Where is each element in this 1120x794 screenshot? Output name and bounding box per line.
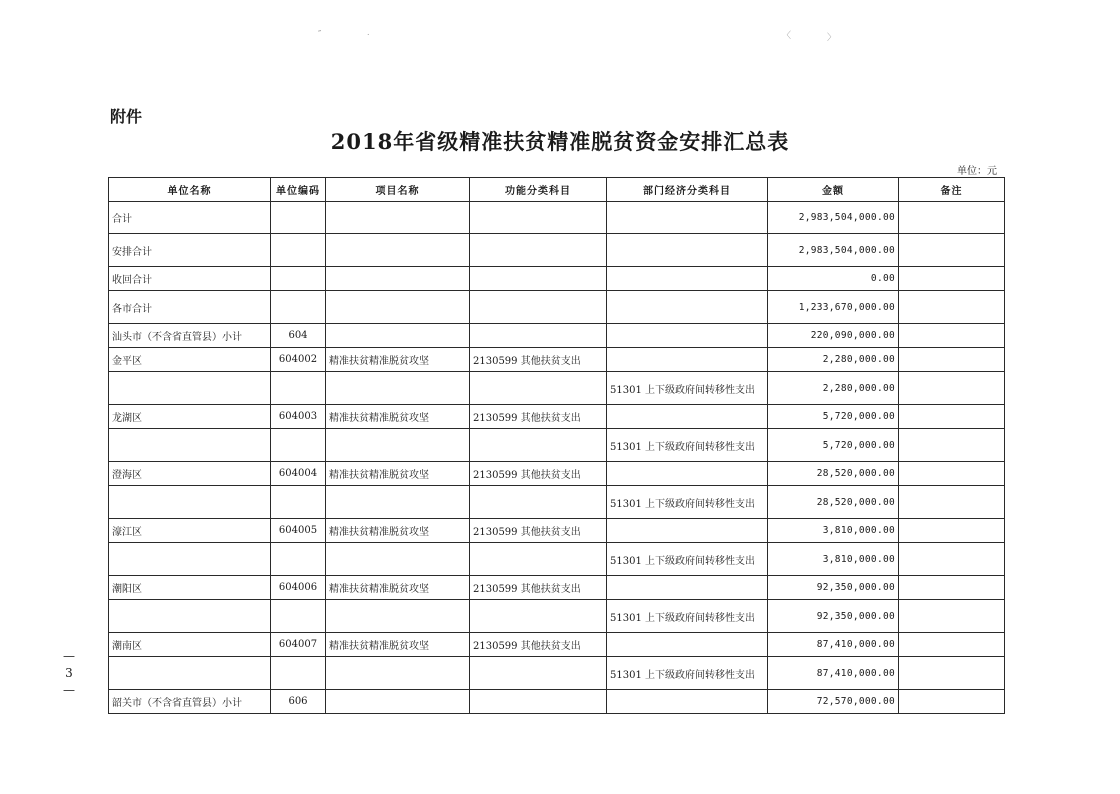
- scan-mark: ˙: [366, 34, 371, 44]
- cell-project: [326, 543, 470, 576]
- cell-unit-code: [271, 543, 326, 576]
- table-row: [109, 348, 1005, 372]
- cell-project: [326, 600, 470, 633]
- cell-project: [326, 267, 470, 291]
- cell-unit-name: 安排合计: [109, 234, 271, 267]
- cell-function: [470, 690, 607, 714]
- cell-amount: 87,410,000.00: [768, 633, 899, 657]
- cell-unit-code: 604004: [271, 462, 326, 486]
- cell-project: 精准扶贫精准脱贫攻坚: [326, 348, 470, 372]
- cell-amount: 5,720,000.00: [768, 405, 899, 429]
- cell-economic: [607, 267, 768, 291]
- cell-unit-name: [109, 600, 271, 633]
- cell-note: [899, 600, 1005, 633]
- table-row: [109, 324, 1005, 348]
- cell-function: [470, 372, 607, 405]
- cell-note: [899, 267, 1005, 291]
- cell-economic: [607, 291, 768, 324]
- cell-function: [470, 600, 607, 633]
- cell-economic: 51301 上下级政府间转移性支出: [607, 657, 768, 690]
- attachment-label: 附件: [110, 107, 143, 126]
- cell-project: 精准扶贫精准脱贫攻坚: [326, 633, 470, 657]
- summary-table: [108, 177, 1005, 714]
- cell-unit-name: [109, 657, 271, 690]
- cell-amount: 28,520,000.00: [768, 486, 899, 519]
- col-header-unit-name: 单位名称: [109, 178, 271, 202]
- col-header-function: 功能分类科目: [470, 178, 607, 202]
- cell-note: [899, 519, 1005, 543]
- cell-unit-code: 604006: [271, 576, 326, 600]
- cell-amount: 2,983,504,000.00: [768, 202, 899, 234]
- cell-unit-name: [109, 372, 271, 405]
- cell-economic: [607, 462, 768, 486]
- cell-unit-name: 潮阳区: [109, 576, 271, 600]
- cell-project: 精准扶贫精准脱贫攻坚: [326, 519, 470, 543]
- scan-mark: ″: [318, 30, 322, 40]
- cell-unit-name: 汕头市（不含省直管县）小计: [109, 324, 271, 348]
- cell-economic: [607, 234, 768, 267]
- table-row: [109, 600, 1005, 633]
- cell-note: [899, 234, 1005, 267]
- cell-function: 2130599 其他扶贫支出: [470, 633, 607, 657]
- cell-project: [326, 690, 470, 714]
- cell-unit-name: [109, 486, 271, 519]
- cell-unit-code: [271, 600, 326, 633]
- table-header-row: [109, 178, 1005, 202]
- cell-project: [326, 202, 470, 234]
- cell-project: [326, 291, 470, 324]
- cell-project: [326, 234, 470, 267]
- cell-economic: 51301 上下级政府间转移性支出: [607, 372, 768, 405]
- table-row: [109, 633, 1005, 657]
- cell-amount: 92,350,000.00: [768, 600, 899, 633]
- cell-function: [470, 234, 607, 267]
- cell-unit-name: [109, 543, 271, 576]
- scan-mark: 〈: [782, 31, 792, 41]
- cell-economic: [607, 202, 768, 234]
- cell-note: [899, 462, 1005, 486]
- cell-note: [899, 348, 1005, 372]
- cell-unit-code: [271, 429, 326, 462]
- cell-unit-code: 604005: [271, 519, 326, 543]
- cell-note: [899, 576, 1005, 600]
- cell-project: 精准扶贫精准脱贫攻坚: [326, 576, 470, 600]
- cell-economic: [607, 348, 768, 372]
- cell-unit-code: [271, 657, 326, 690]
- cell-amount: 2,280,000.00: [768, 372, 899, 405]
- cell-economic: [607, 633, 768, 657]
- table-row: [109, 462, 1005, 486]
- unit-label: 单位：元: [957, 166, 997, 177]
- cell-economic: [607, 324, 768, 348]
- cell-unit-code: [271, 486, 326, 519]
- table-row: [109, 234, 1005, 267]
- cell-unit-name: 龙湖区: [109, 405, 271, 429]
- cell-economic: [607, 576, 768, 600]
- cell-amount: 3,810,000.00: [768, 543, 899, 576]
- table-row: [109, 267, 1005, 291]
- cell-amount: 1,233,670,000.00: [768, 291, 899, 324]
- cell-function: [470, 657, 607, 690]
- col-header-economic: 部门经济分类科目: [607, 178, 768, 202]
- table-row: [109, 657, 1005, 690]
- table-row: [109, 690, 1005, 714]
- cell-amount: 3,810,000.00: [768, 519, 899, 543]
- table-row: [109, 519, 1005, 543]
- cell-amount: 220,090,000.00: [768, 324, 899, 348]
- cell-economic: 51301 上下级政府间转移性支出: [607, 600, 768, 633]
- col-header-unit-code: 单位编码: [271, 178, 326, 202]
- cell-function: 2130599 其他扶贫支出: [470, 348, 607, 372]
- cell-economic: [607, 519, 768, 543]
- page-number: [56, 648, 82, 699]
- cell-function: [470, 267, 607, 291]
- cell-unit-code: 604007: [271, 633, 326, 657]
- cell-unit-name: [109, 429, 271, 462]
- table-row: [109, 372, 1005, 405]
- cell-function: 2130599 其他扶贫支出: [470, 462, 607, 486]
- cell-amount: 5,720,000.00: [768, 429, 899, 462]
- cell-unit-name: 濠江区: [109, 519, 271, 543]
- cell-amount: 0.00: [768, 267, 899, 291]
- col-header-note: 备注: [899, 178, 1005, 202]
- cell-project: [326, 372, 470, 405]
- cell-function: [470, 291, 607, 324]
- cell-function: [470, 429, 607, 462]
- cell-note: [899, 486, 1005, 519]
- cell-note: [899, 291, 1005, 324]
- cell-project: [326, 429, 470, 462]
- cell-unit-code: 604: [271, 324, 326, 348]
- cell-amount: 92,350,000.00: [768, 576, 899, 600]
- col-header-project: 项目名称: [326, 178, 470, 202]
- cell-function: [470, 202, 607, 234]
- cell-note: [899, 690, 1005, 714]
- page-title: 2018年省级精准扶贫精准脱贫资金安排汇总表: [330, 129, 790, 154]
- cell-unit-name: 各市合计: [109, 291, 271, 324]
- table-row: [109, 202, 1005, 234]
- cell-amount: 28,520,000.00: [768, 462, 899, 486]
- cell-unit-code: [271, 267, 326, 291]
- cell-unit-code: [271, 372, 326, 405]
- table-row: [109, 405, 1005, 429]
- cell-unit-code: 604002: [271, 348, 326, 372]
- cell-project: 精准扶贫精准脱贫攻坚: [326, 405, 470, 429]
- cell-economic: [607, 405, 768, 429]
- cell-note: [899, 372, 1005, 405]
- table-row: [109, 576, 1005, 600]
- cell-unit-code: 606: [271, 690, 326, 714]
- cell-project: 精准扶贫精准脱贫攻坚: [326, 462, 470, 486]
- cell-note: [899, 405, 1005, 429]
- cell-note: [899, 429, 1005, 462]
- cell-economic: [607, 690, 768, 714]
- cell-unit-code: [271, 202, 326, 234]
- cell-project: [326, 324, 470, 348]
- cell-function: [470, 486, 607, 519]
- table-row: [109, 543, 1005, 576]
- cell-function: 2130599 其他扶贫支出: [470, 405, 607, 429]
- cell-unit-code: [271, 291, 326, 324]
- cell-economic: 51301 上下级政府间转移性支出: [607, 543, 768, 576]
- cell-amount: 87,410,000.00: [768, 657, 899, 690]
- table-row: [109, 429, 1005, 462]
- cell-unit-name: 收回合计: [109, 267, 271, 291]
- cell-project: [326, 486, 470, 519]
- cell-note: [899, 543, 1005, 576]
- cell-amount: 72,570,000.00: [768, 690, 899, 714]
- cell-function: 2130599 其他扶贫支出: [470, 519, 607, 543]
- cell-function: 2130599 其他扶贫支出: [470, 576, 607, 600]
- table-row: [109, 291, 1005, 324]
- scan-mark: 〉: [827, 33, 837, 43]
- cell-unit-name: 金平区: [109, 348, 271, 372]
- cell-unit-name: 潮南区: [109, 633, 271, 657]
- cell-note: [899, 657, 1005, 690]
- cell-unit-code: [271, 234, 326, 267]
- cell-function: [470, 324, 607, 348]
- cell-amount: 2,983,504,000.00: [768, 234, 899, 267]
- cell-note: [899, 202, 1005, 234]
- cell-unit-name: 澄海区: [109, 462, 271, 486]
- page-number-text: — 3 —: [63, 649, 75, 697]
- cell-amount: 2,280,000.00: [768, 348, 899, 372]
- cell-note: [899, 633, 1005, 657]
- cell-unit-name: 韶关市（不含省直管县）小计: [109, 690, 271, 714]
- cell-function: [470, 543, 607, 576]
- table-row: [109, 486, 1005, 519]
- cell-project: [326, 657, 470, 690]
- cell-economic: 51301 上下级政府间转移性支出: [607, 429, 768, 462]
- col-header-amount: 金额: [768, 178, 899, 202]
- cell-economic: 51301 上下级政府间转移性支出: [607, 486, 768, 519]
- cell-note: [899, 324, 1005, 348]
- cell-unit-code: 604003: [271, 405, 326, 429]
- cell-unit-name: 合计: [109, 202, 271, 234]
